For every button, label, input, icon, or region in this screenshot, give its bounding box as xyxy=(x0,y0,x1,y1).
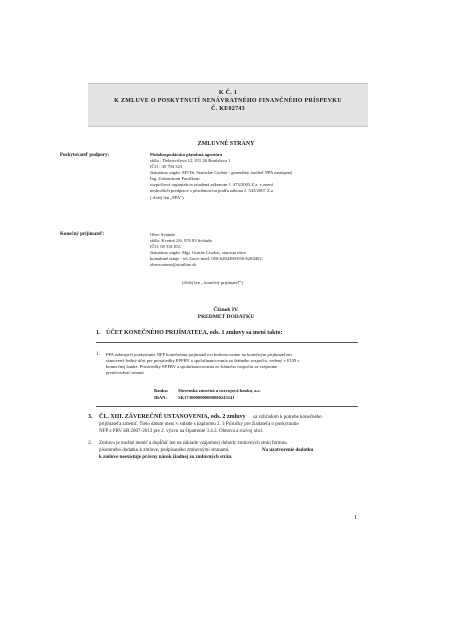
section-1-title: ÚČET KONEČNÉHO PRIJÍMATEĽA, ods. 1 zmluvy sa mení takto: xyxy=(106,330,283,336)
recipient-label: Konečný prijímateľ: xyxy=(60,232,105,237)
item-2-bold-tail: Na uzatvorenie dodatku xyxy=(262,448,314,453)
section-3-title: ČL. XIII. ZÁVEREČNÉ USTANOVENIA, ods. 2 zmluvy xyxy=(99,414,246,420)
divider xyxy=(96,342,358,343)
item-1-line: PPA zabezpečí poskytnutie NFP konečnému prijímateľovi bezhotovostne na konečným prijímateľom xyxy=(106,352,292,357)
item-1-line: stanovený bežný účet pre prostriedky EPFRV a spolufinancovania zo štátneho rozpočtu, vedený v EUR v xyxy=(106,358,300,363)
section-3-line: NFP z PRV SR 2007-2013 pre 2. výzvu na Opatrenie 3.4.3. Obnova a rozvoj obcí. xyxy=(99,429,264,434)
item-1-line: preúčtovávať nesmú. xyxy=(106,370,145,375)
provider-line: štatutárny orgán: MVDr. Stanislav Grobár - generálny riaditeľ PPA zastúpený xyxy=(150,170,293,175)
recipient-line: štatutárny orgán: Mgr. Gustáv Liszkai, starosta obce xyxy=(150,250,246,255)
contract-number: Č. KE02743 xyxy=(210,106,245,112)
iban-value: SK1730000000000000243141 xyxy=(178,395,235,400)
addendum-number: K Č. 1 xyxy=(218,90,238,96)
item-2-bold-line: k zmluve neexistuje právny nárok žiadnej zo zmluvných strán. xyxy=(99,455,233,460)
recipient-line: sídlo: Kvetná 2/6, 076 83 Svätuše xyxy=(150,238,213,243)
provider-line: neskorších predpisov s pôsobnosťou podľa zákona č. 543/2007 Z.z. xyxy=(150,188,275,193)
section-3-tail: sa vzhľadom k potrebe konečného xyxy=(253,415,322,420)
item-2-line: písomného dodatku k zmluve, podpísaného zmluvnými stranami. xyxy=(99,448,230,453)
section-3-line: prijímateľa zmeniť. Tieto dátum mení v súlade s kapitolou 2. 3 Príručky pre žiadateľa o poskytnutie xyxy=(99,422,299,427)
bank-value: Slovenská záručná a rozvojová banka, a.s. xyxy=(178,388,261,393)
recipient-line: kontaktné údaje - tel./fax/e-mail: 056-6284490/056-6284492 xyxy=(150,256,262,261)
provider-line: rozpočtová organizácia zriadená zákonom č. 473/2003 Z.z. v znení xyxy=(150,182,274,187)
item-1-line: komerčnej banke. Prostriedky EPFRV a spolufinancovania zo štátneho rozpočtu sa vzájomne xyxy=(106,364,278,369)
provider-line: sídlo : Dobrovičova 12, 815 26 Bratislava 1 xyxy=(150,158,231,163)
section-3-number: 3. xyxy=(88,414,93,420)
provider-line: Ing. Ľubomírom Partilkom xyxy=(150,176,200,181)
page-number: 1 xyxy=(354,514,358,521)
parties-heading: ZMLUVNÉ STRANY xyxy=(197,141,255,147)
recipient-alias: (ďalej len „ konečný prijímateľ") xyxy=(182,280,243,285)
recipient-line: IČO: 00 331 831 xyxy=(150,244,182,249)
provider-line: IČO : 30 794 323 xyxy=(150,164,183,169)
item-2-number: 2. xyxy=(88,440,93,446)
item-2-line: Zmluvu je možné meniť a dopĺňať len na základe vzájomnej dohody zmluvných strán formou xyxy=(99,441,287,446)
item-1-number: 1. xyxy=(96,352,100,357)
recipient-email: obecsvatuse@stonline.sk xyxy=(150,262,197,267)
provider-alias: ( ďalej len „PPA") xyxy=(150,195,184,200)
divider xyxy=(96,406,358,407)
iban-label: IBAN: xyxy=(154,395,168,400)
section-1-number: 1. xyxy=(96,330,101,336)
provider-label: Poskytovateľ podpory: xyxy=(60,153,110,158)
article-number: Článok IV. xyxy=(213,307,239,313)
header-banner xyxy=(88,83,368,127)
bank-label: Banka: xyxy=(154,388,169,393)
recipient-name: Obec Svätuše xyxy=(150,232,176,237)
provider-name: Pôdohospodárska platobná agentúra xyxy=(150,152,223,157)
article-title: PREDMET DODATKU xyxy=(197,314,255,320)
addendum-title: K ZMLUVE O POSKYTNUTÍ NENÁVRATNÉHO FINANČNÉHO PRÍSPEVKU xyxy=(114,98,342,104)
